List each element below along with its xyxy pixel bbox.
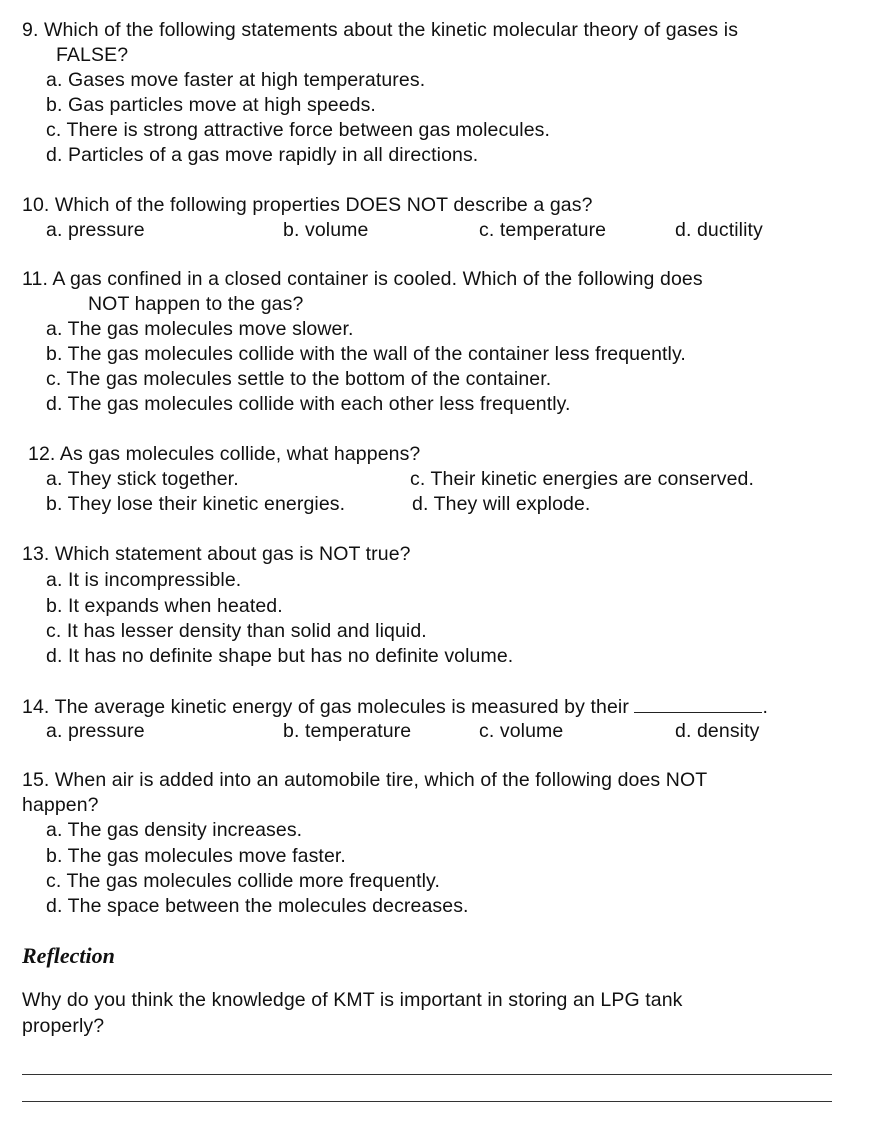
q14-option-a: a. pressure xyxy=(46,720,145,742)
q9-option-a: a. Gases move faster at high temperatures. xyxy=(46,69,426,91)
q13-option-c: c. It has lesser density than solid and liquid. xyxy=(46,620,427,642)
q15-stem-line1: 15. When air is added into an automobile tire, which of the following does NOT xyxy=(22,769,708,791)
reflection-answer-line-2[interactable] xyxy=(22,1101,832,1102)
q14-option-d: d. density xyxy=(675,720,760,742)
q10-option-c: c. temperature xyxy=(479,219,607,241)
q9-option-b: b. Gas particles move at high speeds. xyxy=(46,94,376,116)
q14-stem xyxy=(22,694,768,719)
q15-option-a: a. The gas density increases. xyxy=(46,819,303,841)
q12-option-d: d. They will explode. xyxy=(412,493,591,515)
q15-stem-line2: happen? xyxy=(22,794,99,816)
q14-option-b: b. temperature xyxy=(283,720,412,742)
q12-option-c: c. Their kinetic energies are conserved. xyxy=(410,468,754,490)
q9-stem-line1: 9. Which of the following statements about the kinetic molecular theory of gases is xyxy=(22,19,739,41)
q10-option-a: a. pressure xyxy=(46,219,145,241)
q11-stem-line2: NOT happen to the gas? xyxy=(88,293,304,315)
q12-stem: 12. As gas molecules collide, what happens? xyxy=(28,443,421,465)
q10-stem: 10. Which of the following properties DOES NOT describe a gas? xyxy=(22,194,593,216)
reflection-answer-line-1[interactable] xyxy=(22,1074,832,1075)
q13-option-d: d. It has no definite shape but has no definite volume. xyxy=(46,645,514,667)
q10-option-d: d. ductility xyxy=(675,219,763,241)
q11-stem-line1: 11. A gas confined in a closed container is cooled. Which of the following does xyxy=(22,268,703,290)
q11-option-d: d. The gas molecules collide with each other less frequently. xyxy=(46,393,571,415)
q13-option-b: b. It expands when heated. xyxy=(46,595,283,617)
q11-option-a: a. The gas molecules move slower. xyxy=(46,318,354,340)
q15-option-c: c. The gas molecules collide more frequently. xyxy=(46,870,440,892)
q9-option-c: c. There is strong attractive force between gas molecules. xyxy=(46,119,551,141)
reflection-prompt-line2: properly? xyxy=(22,1015,105,1037)
q11-option-b: b. The gas molecules collide with the wall of the container less frequently. xyxy=(46,343,686,365)
q14-answer-blank[interactable] xyxy=(634,694,762,713)
q11-option-c: c. The gas molecules settle to the bottom of the container. xyxy=(46,368,552,390)
q14-stem-period: . xyxy=(762,696,768,718)
q12-option-b: b. They lose their kinetic energies. xyxy=(46,493,346,515)
q15-option-b: b. The gas molecules move faster. xyxy=(46,845,346,867)
reflection-heading: Reflection xyxy=(22,943,115,968)
q15-option-d: d. The space between the molecules decreases. xyxy=(46,895,469,917)
q13-option-a: a. It is incompressible. xyxy=(46,569,242,591)
q14-option-c: c. volume xyxy=(479,720,564,742)
q14-stem-text: 14. The average kinetic energy of gas molecules is measured by their xyxy=(22,696,629,718)
q9-stem-line2: FALSE? xyxy=(56,44,129,66)
reflection-prompt-line1: Why do you think the knowledge of KMT is important in storing an LPG tank xyxy=(22,989,683,1011)
q10-option-b: b. volume xyxy=(283,219,369,241)
q13-stem: 13. Which statement about gas is NOT true? xyxy=(22,543,411,565)
q9-option-d: d. Particles of a gas move rapidly in all directions. xyxy=(46,144,479,166)
q12-option-a: a. They stick together. xyxy=(46,468,239,490)
